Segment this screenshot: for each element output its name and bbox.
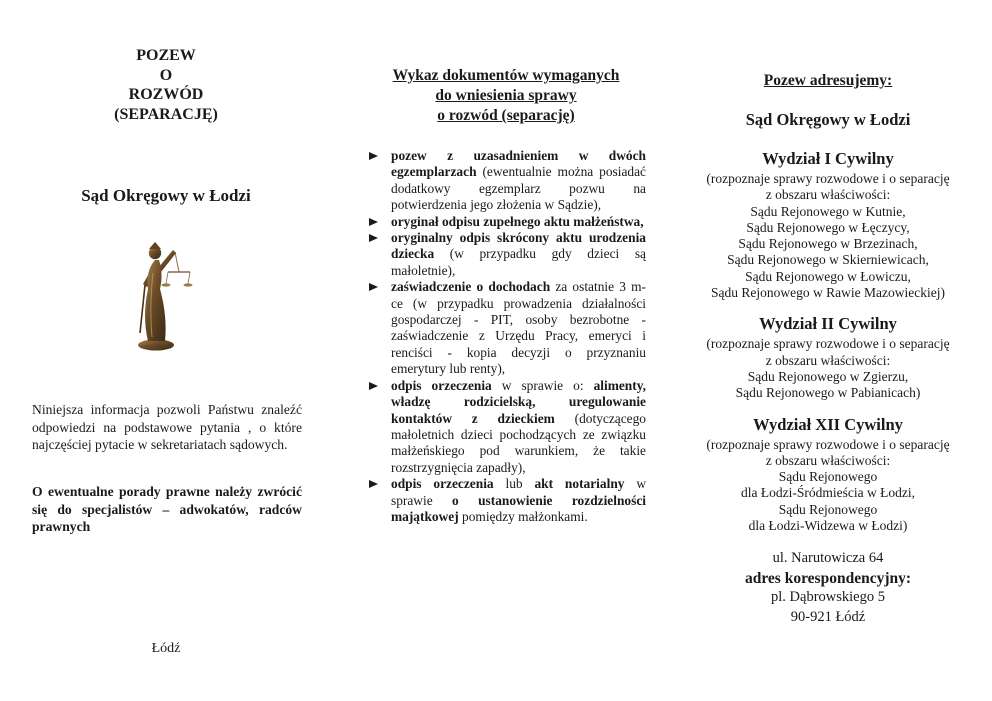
addressing-heading: Pozew adresujemy: — [763, 72, 893, 89]
division-section — [672, 314, 984, 401]
addressing-column — [672, 64, 984, 627]
lady-justice-statue-image — [130, 239, 194, 353]
division-line: Sądu Rejonowego w Łowiczu, — [745, 268, 911, 284]
division-line: Sądu Rejonowego w Kutnie, — [750, 203, 906, 219]
division-line: Sądu Rejonowego w Pabianicach) — [735, 385, 921, 401]
checklist-heading-line: Wykaz dokumentów wymaganych — [392, 67, 620, 84]
legal-advice-paragraph: O ewentualne porady prawne należy zwrócić się do specjalistów – adwokatów, radców prawnych — [32, 484, 302, 534]
document-title-line: (SEPARACJĘ) — [114, 105, 218, 123]
division-line: Sądu Rejonowego w Brzezinach, — [738, 236, 918, 252]
division-line: Sądu Rejonowego w Zgierzu, — [747, 368, 909, 384]
court-name-left: Sąd Okręgowy w Łodzi — [81, 186, 251, 205]
arrowhead-right-icon — [369, 480, 378, 488]
checklist-heading-line: do wniesienia sprawy — [435, 87, 577, 104]
division-line: Sądu Rejonowego w Skierniewicach, — [727, 252, 929, 268]
checklist-item: odpis orzeczenia lub akt notarialny w sprawie o ustanowienie rozdzielności majątkowej pomiędzy małżonkami. — [366, 476, 646, 525]
court-name-right: Sąd Okręgowy w Łodzi — [745, 110, 911, 129]
arrowhead-right-icon — [369, 152, 378, 160]
document-title-line: ROZWÓD — [128, 86, 204, 103]
address-correspondence-street: pl. Dąbrowskiego 5 — [771, 589, 885, 606]
division-title: Wydział XII Cywilny — [753, 414, 903, 434]
document-title — [32, 46, 300, 124]
court-address — [672, 549, 984, 627]
checklist-item: zaświadczenie o dochodach za ostatnie 3 m-ce (w przypadku prowadzenia działalności gospodarczej - PIT, osoby bezrobotne - zaświadczenie z Urzędu Pracy, emeryci i renciści - kopia decyzji o przyznaniu emerytury lub renty), — [366, 279, 646, 377]
checklist-item: odpis orzeczenia w sprawie o: alimenty, władzę rodzicielską, uregulowanie kontaktów z dzieckiem (dotyczącego małoletnich dzieci pochodzących ze związku małżeńskiego pod warunkiem, że takie rozstrzygnięcia zapadły), — [366, 378, 646, 476]
division-line: (rozpoznaje sprawy rozwodowe i o separację — [706, 336, 950, 352]
division-line: z obszaru właściwości: — [765, 352, 891, 368]
arrowhead-right-icon — [369, 218, 378, 226]
address-correspondence-label: adres korespondencyjny: — [744, 569, 912, 587]
intro-paragraph: Niniejsza informacja pozwoli Państwu znaleźć odpowiedzi na podstawowe pytania , o które najczęściej pytacie w sekretariatach sądowych. — [32, 402, 302, 452]
division-line: dla Łodzi-Śródmieścia w Łodzi, — [741, 485, 915, 501]
address-postal-city: 90-921 Łódź — [790, 608, 866, 625]
arrowhead-right-icon — [369, 283, 378, 291]
division-line: (rozpoznaje sprawy rozwodowe i o separację — [706, 171, 950, 186]
checklist-item: oryginał odpisu zupełnego aktu małżeństwa, — [366, 214, 646, 230]
city-footer: Łódź — [151, 641, 181, 656]
division-line: z obszaru właściwości: — [765, 187, 891, 203]
division-title: Wydział I Cywilny — [762, 149, 894, 168]
arrowhead-right-icon — [369, 382, 378, 390]
document-title-line: POZEW — [136, 47, 196, 64]
arrowhead-right-icon — [369, 234, 378, 242]
division-line: Sądu Rejonowego w Łęczycy, — [746, 219, 910, 235]
division-line: z obszaru właściwości: — [765, 452, 891, 468]
division-title: Wydział II Cywilny — [759, 314, 897, 334]
checklist-heading — [366, 66, 646, 126]
division-section — [672, 415, 984, 535]
division-line: Sądu Rejonowego w Rawie Mazowieckiej) — [711, 285, 945, 301]
document-checklist — [366, 148, 646, 525]
checklist-item: oryginalny odpis skrócony aktu urodzenia dziecka (w przypadku gdy dzieci są małoletnie), — [366, 230, 646, 279]
division-line: (rozpoznaje sprawy rozwodowe i o separację — [706, 436, 950, 452]
court-divisions — [672, 149, 984, 534]
division-section — [672, 149, 984, 301]
address-street: ul. Narutowicza 64 — [772, 550, 884, 567]
division-line: dla Łodzi-Widzewa w Łodzi) — [748, 518, 908, 534]
division-line: Sądu Rejonowego — [778, 501, 878, 517]
document-title-line: O — [159, 66, 173, 84]
checklist-item: pozew z uzasadnieniem w dwóch egzemplarzach (ewentualnie można posiadać dodatkowy egzemplarz pozwu na potwierdzenia jego złożenia w Sądzie), — [366, 148, 646, 214]
checklist-heading-line: o rozwód (separację) — [437, 107, 575, 124]
division-line: Sądu Rejonowego — [778, 469, 878, 485]
